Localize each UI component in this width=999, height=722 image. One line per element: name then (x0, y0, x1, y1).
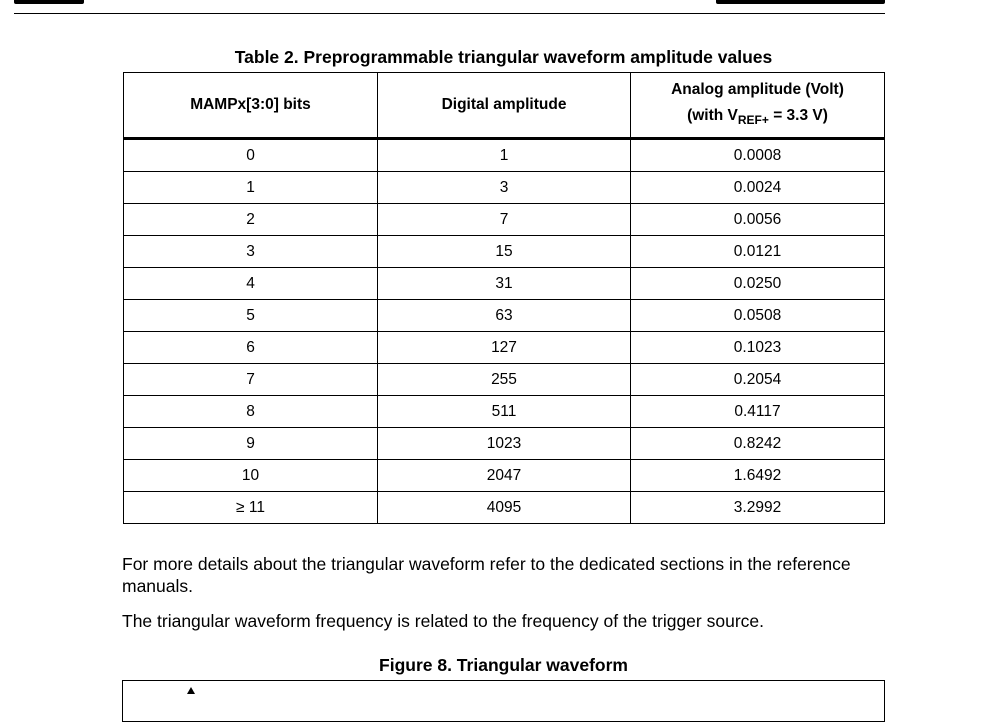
cell-digital: 63 (378, 300, 631, 332)
cell-analog: 0.8242 (631, 428, 885, 460)
paragraph-details: For more details about the triangular waveform refer to the dedicated sections in the reference manuals. (122, 554, 851, 596)
axis-arrow-icon (187, 687, 195, 694)
figure-caption: Figure 8. Triangular waveform (379, 655, 628, 675)
cell-digital: 511 (378, 396, 631, 428)
table-row (124, 236, 885, 268)
cell-digital: 4095 (378, 492, 631, 524)
cell-analog: 0.0008 (631, 139, 885, 172)
cell-analog: 1.6492 (631, 460, 885, 492)
cell-bits: 10 (124, 460, 378, 492)
table-row (124, 396, 885, 428)
cell-bits: 3 (124, 236, 378, 268)
header-analog-line2 (631, 103, 884, 133)
table-row (124, 364, 885, 396)
header-digital-amplitude: Digital amplitude (378, 73, 631, 139)
table-caption: Table 2. Preprogrammable triangular waveform amplitude values (234, 47, 773, 67)
paragraph-frequency: The triangular waveform frequency is related to the frequency of the trigger source. (122, 611, 764, 631)
cell-bits: 6 (124, 332, 378, 364)
amplitude-table (123, 72, 885, 524)
header-analog-subscript: REF+ (737, 113, 769, 127)
cell-bits: ≥ 11 (124, 492, 378, 524)
header-analog-prefix: (with V (687, 107, 738, 124)
table-row (124, 139, 885, 172)
cell-bits: 0 (124, 139, 378, 172)
cell-digital: 2047 (378, 460, 631, 492)
header-analog-line1: Analog amplitude (Volt) (671, 81, 844, 98)
cell-analog: 0.0024 (631, 172, 885, 204)
cell-bits: 2 (124, 204, 378, 236)
header-analog-amplitude (631, 73, 885, 139)
table-row (124, 268, 885, 300)
cell-digital: 127 (378, 332, 631, 364)
cell-analog: 3.2992 (631, 492, 885, 524)
cell-analog: 0.4117 (631, 396, 885, 428)
cell-analog: 0.0508 (631, 300, 885, 332)
cell-digital: 15 (378, 236, 631, 268)
cell-analog: 0.0056 (631, 204, 885, 236)
table-row (124, 300, 885, 332)
cell-bits: 5 (124, 300, 378, 332)
page-header-section-title-cut (716, 0, 885, 4)
table-row (124, 172, 885, 204)
cell-analog: 0.1023 (631, 332, 885, 364)
table-row (124, 460, 885, 492)
cell-bits: 4 (124, 268, 378, 300)
page-header-doc-id-cut (14, 0, 84, 4)
cell-bits: 8 (124, 396, 378, 428)
cell-digital: 1023 (378, 428, 631, 460)
table-row (124, 428, 885, 460)
header-mampx-bits: MAMPx[3:0] bits (124, 73, 378, 139)
cell-bits: 9 (124, 428, 378, 460)
cell-digital: 3 (378, 172, 631, 204)
cell-digital: 7 (378, 204, 631, 236)
table-row (124, 204, 885, 236)
cell-analog: 0.2054 (631, 364, 885, 396)
cell-digital: 1 (378, 139, 631, 172)
cell-digital: 255 (378, 364, 631, 396)
table-row (124, 492, 885, 524)
figure-frame (122, 680, 885, 722)
table-header-row (124, 73, 885, 139)
cell-analog: 0.0250 (631, 268, 885, 300)
header-analog-suffix: = 3.3 V) (768, 107, 828, 124)
cell-bits: 7 (124, 364, 378, 396)
cell-bits: 1 (124, 172, 378, 204)
page-header-rule (14, 13, 885, 14)
table-row (124, 332, 885, 364)
cell-digital: 31 (378, 268, 631, 300)
cell-analog: 0.0121 (631, 236, 885, 268)
